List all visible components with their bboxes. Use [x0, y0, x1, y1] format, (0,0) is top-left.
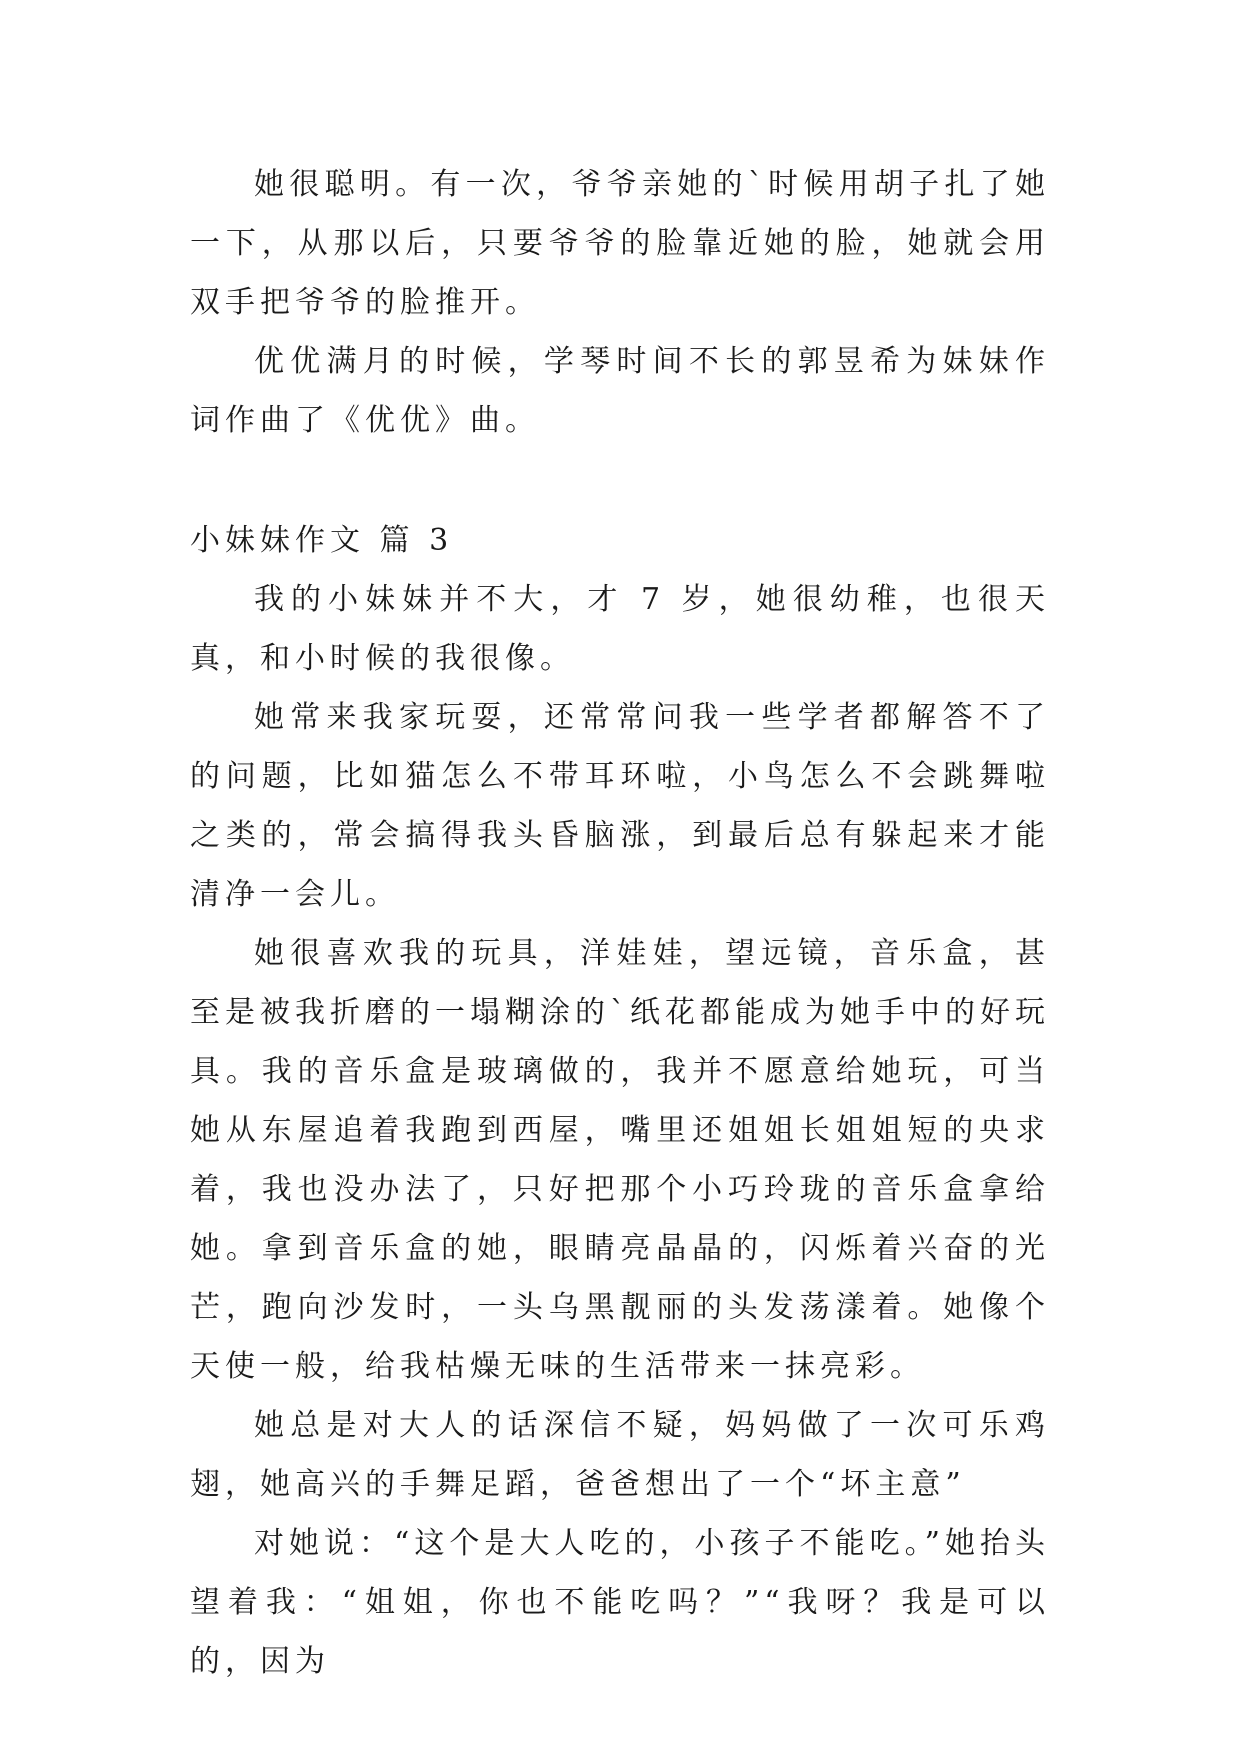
paragraph: 对她说：“这个是大人吃的，小孩子不能吃。”她抬头望着我：“姐姐，你也不能吃吗？”“我呀？我是可以的，因为	[190, 1526, 1050, 1679]
section-heading: 小妹妹作文 篇 3	[190, 523, 454, 558]
paragraph: 她很聪明。有一次，爷爷亲她的`时候用胡子扎了她一下，从那以后，只要爷爷的脸靠近她的脸，她就会用双手把爷爷的脸推开。	[190, 167, 1050, 320]
paragraph: 她常来我家玩耍，还常常问我一些学者都解答不了的问题，比如猫怎么不带耳环啦，小鸟怎么不会跳舞啦之类的，常会搞得我头昏脑涨，到最后总有躲起来才能清净一会儿。	[190, 700, 1050, 912]
paragraph: 优优满月的时候，学琴时间不长的郭昱希为妹妹作词作曲了《优优》曲。	[190, 344, 1050, 438]
paragraph: 我的小妹妹并不大，才 7 岁，她很幼稚，也很天真，和小时候的我很像。	[190, 582, 1050, 676]
document-body	[190, 155, 1050, 1691]
paragraph: 她很喜欢我的玩具，洋娃娃，望远镜，音乐盒，甚至是被我折磨的一塌糊涂的`纸花都能成为她手中的好玩具。我的音乐盒是玻璃做的，我并不愿意给她玩，可当她从东屋追着我跑到西屋，嘴里还姐姐长姐姐短的央求着，我也没办法了，只好把那个小巧玲珑的音乐盒拿给她。拿到音乐盒的她，眼睛亮晶晶的，闪烁着兴奋的光芒，跑向沙发时，一头乌黑靓丽的头发荡漾着。她像个天使一般，给我枯燥无味的生活带来一抹亮彩。	[190, 936, 1050, 1384]
paragraph: 她总是对大人的话深信不疑，妈妈做了一次可乐鸡翅，她高兴的手舞足蹈，爸爸想出了一个“坏主意”	[190, 1408, 1050, 1502]
